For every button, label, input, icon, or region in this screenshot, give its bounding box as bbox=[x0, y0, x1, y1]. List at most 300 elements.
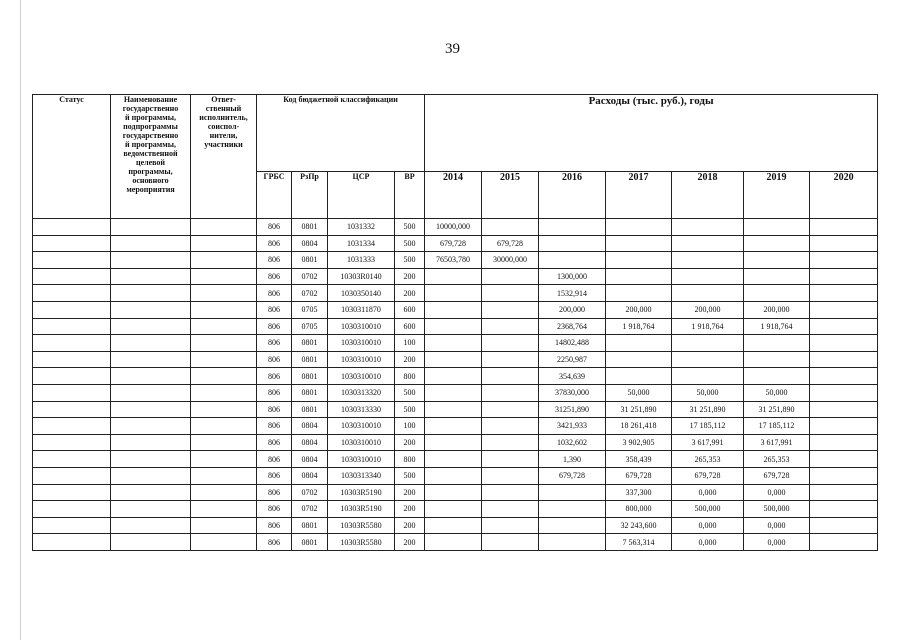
vr-cell: 500 bbox=[395, 235, 425, 252]
rzpr-cell: 0801 bbox=[292, 335, 328, 352]
csr-cell: 1030313340 bbox=[328, 467, 395, 484]
status-cell bbox=[33, 501, 111, 518]
y2019-cell bbox=[744, 219, 810, 236]
y2020-cell bbox=[810, 418, 878, 435]
y2018-cell: 0,000 bbox=[672, 484, 744, 501]
executor-header-line: участники bbox=[204, 140, 243, 149]
y2018-cell bbox=[672, 252, 744, 269]
y2017-cell bbox=[606, 235, 672, 252]
y2019-cell: 0,000 bbox=[744, 517, 810, 534]
y2019-cell: 17 185,112 bbox=[744, 418, 810, 435]
executor-cell bbox=[191, 219, 257, 236]
status-cell bbox=[33, 351, 111, 368]
y2015-cell bbox=[482, 467, 539, 484]
y2016-cell: 200,000 bbox=[539, 301, 606, 318]
y2014-cell bbox=[425, 401, 482, 418]
table-row bbox=[33, 517, 878, 534]
table-body bbox=[33, 219, 878, 551]
y2016-cell: 37830,000 bbox=[539, 384, 606, 401]
grbs-cell: 806 bbox=[257, 268, 292, 285]
col-header-name bbox=[111, 95, 191, 219]
table-header bbox=[33, 95, 878, 219]
y2017-cell: 800,000 bbox=[606, 501, 672, 518]
csr-cell: 1030310010 bbox=[328, 368, 395, 385]
rzpr-cell: 0801 bbox=[292, 534, 328, 551]
vr-cell: 500 bbox=[395, 401, 425, 418]
vr-cell: 600 bbox=[395, 301, 425, 318]
csr-cell: 1030313320 bbox=[328, 384, 395, 401]
grbs-cell: 806 bbox=[257, 434, 292, 451]
y2020-cell bbox=[810, 384, 878, 401]
name-header-line: й программы, bbox=[125, 113, 176, 122]
name-cell bbox=[111, 434, 191, 451]
y2014-cell bbox=[425, 318, 482, 335]
executor-cell bbox=[191, 501, 257, 518]
grbs-cell: 806 bbox=[257, 368, 292, 385]
executor-header-line: исполнитель, bbox=[199, 113, 248, 122]
vr-cell: 500 bbox=[395, 252, 425, 269]
status-cell bbox=[33, 268, 111, 285]
y2016-cell: 354,639 bbox=[539, 368, 606, 385]
vr-cell: 500 bbox=[395, 384, 425, 401]
vr-cell: 200 bbox=[395, 351, 425, 368]
name-header-line: основного bbox=[132, 176, 169, 185]
grbs-cell: 806 bbox=[257, 418, 292, 435]
grbs-cell: 806 bbox=[257, 351, 292, 368]
csr-cell: 1030310010 bbox=[328, 418, 395, 435]
name-cell bbox=[111, 467, 191, 484]
y2020-cell bbox=[810, 301, 878, 318]
executor-cell bbox=[191, 517, 257, 534]
y2018-cell: 265,353 bbox=[672, 451, 744, 468]
y2016-cell: 2368,764 bbox=[539, 318, 606, 335]
csr-cell: 1030313330 bbox=[328, 401, 395, 418]
csr-cell: 10303R5190 bbox=[328, 501, 395, 518]
executor-cell bbox=[191, 285, 257, 302]
csr-cell: 1030310010 bbox=[328, 335, 395, 352]
name-cell bbox=[111, 418, 191, 435]
y2017-cell bbox=[606, 268, 672, 285]
y2019-cell: 200,000 bbox=[744, 301, 810, 318]
y2017-cell: 31 251,890 bbox=[606, 401, 672, 418]
name-cell bbox=[111, 534, 191, 551]
csr-cell: 1030350140 bbox=[328, 285, 395, 302]
y2014-cell bbox=[425, 467, 482, 484]
y2016-cell: 1300,000 bbox=[539, 268, 606, 285]
executor-cell bbox=[191, 434, 257, 451]
y2014-cell bbox=[425, 434, 482, 451]
table-row bbox=[33, 335, 878, 352]
status-cell bbox=[33, 401, 111, 418]
y2019-cell bbox=[744, 268, 810, 285]
grbs-cell: 806 bbox=[257, 484, 292, 501]
grbs-cell: 806 bbox=[257, 534, 292, 551]
y2014-cell: 76503,780 bbox=[425, 252, 482, 269]
name-header-line: государственно bbox=[122, 104, 179, 113]
status-cell bbox=[33, 318, 111, 335]
y2018-cell: 0,000 bbox=[672, 534, 744, 551]
status-cell bbox=[33, 467, 111, 484]
col-header-csr: ЦСР bbox=[328, 172, 395, 219]
y2016-cell bbox=[539, 235, 606, 252]
y2019-cell: 3 617,991 bbox=[744, 434, 810, 451]
executor-cell bbox=[191, 467, 257, 484]
y2018-cell bbox=[672, 368, 744, 385]
y2020-cell bbox=[810, 219, 878, 236]
col-header-budget-code: Код бюджетной классификации bbox=[257, 95, 425, 172]
y2014-cell bbox=[425, 517, 482, 534]
table-row bbox=[33, 252, 878, 269]
name-header-line: Наименование bbox=[123, 95, 178, 104]
rzpr-cell: 0702 bbox=[292, 501, 328, 518]
grbs-cell: 806 bbox=[257, 301, 292, 318]
vr-cell: 800 bbox=[395, 368, 425, 385]
vr-cell: 100 bbox=[395, 418, 425, 435]
col-header-vr: ВР bbox=[395, 172, 425, 219]
y2016-cell bbox=[539, 534, 606, 551]
y2014-cell bbox=[425, 484, 482, 501]
table-row bbox=[33, 285, 878, 302]
status-cell bbox=[33, 451, 111, 468]
grbs-cell: 806 bbox=[257, 501, 292, 518]
y2014-cell bbox=[425, 384, 482, 401]
name-cell bbox=[111, 368, 191, 385]
name-header-line: мероприятия bbox=[126, 185, 175, 194]
status-cell bbox=[33, 434, 111, 451]
executor-cell bbox=[191, 418, 257, 435]
vr-cell: 500 bbox=[395, 467, 425, 484]
status-cell bbox=[33, 335, 111, 352]
vr-cell: 200 bbox=[395, 268, 425, 285]
y2016-cell bbox=[539, 517, 606, 534]
col-header-year-2018: 2018 bbox=[672, 172, 744, 219]
y2017-cell: 337,300 bbox=[606, 484, 672, 501]
y2018-cell bbox=[672, 235, 744, 252]
y2019-cell: 1 918,764 bbox=[744, 318, 810, 335]
y2019-cell: 500,000 bbox=[744, 501, 810, 518]
status-cell bbox=[33, 219, 111, 236]
executor-cell bbox=[191, 484, 257, 501]
grbs-cell: 806 bbox=[257, 252, 292, 269]
budget-table bbox=[32, 94, 878, 551]
y2020-cell bbox=[810, 517, 878, 534]
table-row bbox=[33, 351, 878, 368]
y2015-cell bbox=[482, 401, 539, 418]
rzpr-cell: 0801 bbox=[292, 351, 328, 368]
csr-cell: 1030310010 bbox=[328, 434, 395, 451]
table-row bbox=[33, 268, 878, 285]
grbs-cell: 806 bbox=[257, 467, 292, 484]
vr-cell: 200 bbox=[395, 534, 425, 551]
vr-cell: 200 bbox=[395, 501, 425, 518]
y2017-cell: 1 918,764 bbox=[606, 318, 672, 335]
y2016-cell bbox=[539, 252, 606, 269]
y2019-cell bbox=[744, 335, 810, 352]
rzpr-cell: 0801 bbox=[292, 384, 328, 401]
rzpr-cell: 0801 bbox=[292, 252, 328, 269]
name-cell bbox=[111, 219, 191, 236]
vr-cell: 500 bbox=[395, 219, 425, 236]
vr-cell: 100 bbox=[395, 335, 425, 352]
y2019-cell bbox=[744, 235, 810, 252]
rzpr-cell: 0801 bbox=[292, 219, 328, 236]
status-cell bbox=[33, 534, 111, 551]
executor-header-line: нители, bbox=[209, 131, 238, 140]
y2017-cell: 32 243,600 bbox=[606, 517, 672, 534]
grbs-cell: 806 bbox=[257, 219, 292, 236]
y2017-cell: 3 902,905 bbox=[606, 434, 672, 451]
col-header-year-2017: 2017 bbox=[606, 172, 672, 219]
rzpr-cell: 0705 bbox=[292, 301, 328, 318]
y2018-cell bbox=[672, 335, 744, 352]
name-cell bbox=[111, 501, 191, 518]
y2015-cell bbox=[482, 285, 539, 302]
status-cell bbox=[33, 368, 111, 385]
y2017-cell bbox=[606, 252, 672, 269]
col-header-expenses: Расходы (тыс. руб.), годы bbox=[425, 95, 878, 172]
name-cell bbox=[111, 268, 191, 285]
rzpr-cell: 0702 bbox=[292, 484, 328, 501]
y2018-cell: 31 251,890 bbox=[672, 401, 744, 418]
y2015-cell bbox=[482, 268, 539, 285]
y2020-cell bbox=[810, 501, 878, 518]
col-header-year-2019: 2019 bbox=[744, 172, 810, 219]
rzpr-cell: 0804 bbox=[292, 451, 328, 468]
y2014-cell bbox=[425, 501, 482, 518]
status-cell bbox=[33, 418, 111, 435]
y2020-cell bbox=[810, 484, 878, 501]
y2018-cell bbox=[672, 285, 744, 302]
y2015-cell bbox=[482, 335, 539, 352]
y2016-cell: 1032,602 bbox=[539, 434, 606, 451]
csr-cell: 1030310010 bbox=[328, 451, 395, 468]
executor-cell bbox=[191, 335, 257, 352]
vr-cell: 200 bbox=[395, 285, 425, 302]
page-number: 39 bbox=[445, 41, 460, 57]
y2018-cell bbox=[672, 219, 744, 236]
rzpr-cell: 0801 bbox=[292, 517, 328, 534]
executor-cell bbox=[191, 384, 257, 401]
grbs-cell: 806 bbox=[257, 384, 292, 401]
status-cell bbox=[33, 235, 111, 252]
y2015-cell bbox=[482, 418, 539, 435]
csr-cell: 10303R0140 bbox=[328, 268, 395, 285]
y2017-cell: 358,439 bbox=[606, 451, 672, 468]
table-row bbox=[33, 484, 878, 501]
y2018-cell: 1 918,764 bbox=[672, 318, 744, 335]
y2018-cell: 200,000 bbox=[672, 301, 744, 318]
vr-cell: 200 bbox=[395, 517, 425, 534]
y2015-cell: 30000,000 bbox=[482, 252, 539, 269]
y2020-cell bbox=[810, 335, 878, 352]
y2019-cell: 50,000 bbox=[744, 384, 810, 401]
col-header-year-2014: 2014 bbox=[425, 172, 482, 219]
y2019-cell: 0,000 bbox=[744, 484, 810, 501]
y2015-cell bbox=[482, 484, 539, 501]
y2018-cell: 3 617,991 bbox=[672, 434, 744, 451]
table-row bbox=[33, 318, 878, 335]
y2017-cell: 679,728 bbox=[606, 467, 672, 484]
vr-cell: 200 bbox=[395, 484, 425, 501]
y2015-cell bbox=[482, 451, 539, 468]
executor-cell bbox=[191, 451, 257, 468]
table-row bbox=[33, 434, 878, 451]
y2016-cell: 1532,914 bbox=[539, 285, 606, 302]
name-cell bbox=[111, 517, 191, 534]
col-header-executor bbox=[191, 95, 257, 219]
y2020-cell bbox=[810, 534, 878, 551]
rzpr-cell: 0804 bbox=[292, 235, 328, 252]
executor-cell bbox=[191, 401, 257, 418]
y2014-cell bbox=[425, 351, 482, 368]
name-cell bbox=[111, 384, 191, 401]
y2016-cell: 3421,933 bbox=[539, 418, 606, 435]
name-cell bbox=[111, 351, 191, 368]
csr-cell: 1030311870 bbox=[328, 301, 395, 318]
y2017-cell bbox=[606, 351, 672, 368]
csr-cell: 1031332 bbox=[328, 219, 395, 236]
y2014-cell bbox=[425, 368, 482, 385]
y2016-cell: 14802,488 bbox=[539, 335, 606, 352]
y2019-cell: 31 251,890 bbox=[744, 401, 810, 418]
y2018-cell: 50,000 bbox=[672, 384, 744, 401]
table-row bbox=[33, 418, 878, 435]
csr-cell: 1030310010 bbox=[328, 351, 395, 368]
rzpr-cell: 0804 bbox=[292, 434, 328, 451]
grbs-cell: 806 bbox=[257, 401, 292, 418]
y2017-cell: 18 261,418 bbox=[606, 418, 672, 435]
y2015-cell bbox=[482, 368, 539, 385]
y2020-cell bbox=[810, 451, 878, 468]
y2014-cell: 10000,000 bbox=[425, 219, 482, 236]
y2014-cell bbox=[425, 268, 482, 285]
grbs-cell: 806 bbox=[257, 517, 292, 534]
name-cell bbox=[111, 285, 191, 302]
y2018-cell: 679,728 bbox=[672, 467, 744, 484]
csr-cell: 10303R5580 bbox=[328, 517, 395, 534]
rzpr-cell: 0804 bbox=[292, 467, 328, 484]
y2020-cell bbox=[810, 368, 878, 385]
y2020-cell bbox=[810, 318, 878, 335]
executor-cell bbox=[191, 318, 257, 335]
y2018-cell: 17 185,112 bbox=[672, 418, 744, 435]
y2015-cell bbox=[482, 301, 539, 318]
executor-header-line: ственный bbox=[205, 104, 242, 113]
y2019-cell bbox=[744, 252, 810, 269]
executor-header-line: соиспол- bbox=[207, 122, 240, 131]
y2017-cell bbox=[606, 335, 672, 352]
y2020-cell bbox=[810, 285, 878, 302]
status-cell bbox=[33, 484, 111, 501]
col-header-year-2015: 2015 bbox=[482, 172, 539, 219]
rzpr-cell: 0702 bbox=[292, 268, 328, 285]
y2019-cell bbox=[744, 368, 810, 385]
executor-cell bbox=[191, 534, 257, 551]
col-header-rzpr: РзПр bbox=[292, 172, 328, 219]
name-header-line: целевой bbox=[135, 158, 166, 167]
y2014-cell bbox=[425, 301, 482, 318]
y2016-cell: 31251,890 bbox=[539, 401, 606, 418]
y2015-cell bbox=[482, 219, 539, 236]
csr-cell: 10303R5190 bbox=[328, 484, 395, 501]
y2014-cell: 679,728 bbox=[425, 235, 482, 252]
grbs-cell: 806 bbox=[257, 318, 292, 335]
table-row bbox=[33, 235, 878, 252]
name-header-line: й программы, bbox=[125, 140, 176, 149]
y2018-cell: 0,000 bbox=[672, 517, 744, 534]
executor-cell bbox=[191, 368, 257, 385]
y2020-cell bbox=[810, 235, 878, 252]
y2014-cell bbox=[425, 534, 482, 551]
table-row bbox=[33, 534, 878, 551]
y2015-cell bbox=[482, 384, 539, 401]
grbs-cell: 806 bbox=[257, 285, 292, 302]
y2016-cell bbox=[539, 219, 606, 236]
table-row bbox=[33, 451, 878, 468]
name-cell bbox=[111, 451, 191, 468]
table-row bbox=[33, 501, 878, 518]
y2016-cell bbox=[539, 501, 606, 518]
executor-cell bbox=[191, 252, 257, 269]
y2017-cell bbox=[606, 219, 672, 236]
name-header-line: ведомственной bbox=[123, 149, 178, 158]
y2017-cell: 50,000 bbox=[606, 384, 672, 401]
col-header-grbs: ГРБС bbox=[257, 172, 292, 219]
y2016-cell: 2250,987 bbox=[539, 351, 606, 368]
y2014-cell bbox=[425, 418, 482, 435]
rzpr-cell: 0705 bbox=[292, 318, 328, 335]
y2018-cell bbox=[672, 268, 744, 285]
y2015-cell bbox=[482, 517, 539, 534]
vr-cell: 600 bbox=[395, 318, 425, 335]
rzpr-cell: 0804 bbox=[292, 418, 328, 435]
col-header-year-2020: 2020 bbox=[810, 172, 878, 219]
executor-cell bbox=[191, 351, 257, 368]
y2015-cell bbox=[482, 318, 539, 335]
y2017-cell: 200,000 bbox=[606, 301, 672, 318]
executor-cell bbox=[191, 268, 257, 285]
y2017-cell bbox=[606, 368, 672, 385]
vr-cell: 200 bbox=[395, 434, 425, 451]
y2016-cell bbox=[539, 484, 606, 501]
executor-cell bbox=[191, 301, 257, 318]
y2017-cell bbox=[606, 285, 672, 302]
table-row bbox=[33, 301, 878, 318]
y2017-cell: 7 563,314 bbox=[606, 534, 672, 551]
y2020-cell bbox=[810, 401, 878, 418]
status-cell bbox=[33, 285, 111, 302]
name-header-line: государственно bbox=[122, 131, 179, 140]
page-edge-line bbox=[20, 0, 21, 640]
y2018-cell: 500,000 bbox=[672, 501, 744, 518]
name-cell bbox=[111, 301, 191, 318]
csr-cell: 1031333 bbox=[328, 252, 395, 269]
table-row bbox=[33, 401, 878, 418]
status-cell bbox=[33, 301, 111, 318]
y2020-cell bbox=[810, 434, 878, 451]
rzpr-cell: 0801 bbox=[292, 368, 328, 385]
name-cell bbox=[111, 318, 191, 335]
status-cell bbox=[33, 384, 111, 401]
executor-header-line: Ответ- bbox=[211, 95, 236, 104]
csr-cell: 1030310010 bbox=[328, 318, 395, 335]
table-row bbox=[33, 467, 878, 484]
y2014-cell bbox=[425, 285, 482, 302]
rzpr-cell: 0801 bbox=[292, 401, 328, 418]
y2014-cell bbox=[425, 335, 482, 352]
y2019-cell bbox=[744, 285, 810, 302]
rzpr-cell: 0702 bbox=[292, 285, 328, 302]
